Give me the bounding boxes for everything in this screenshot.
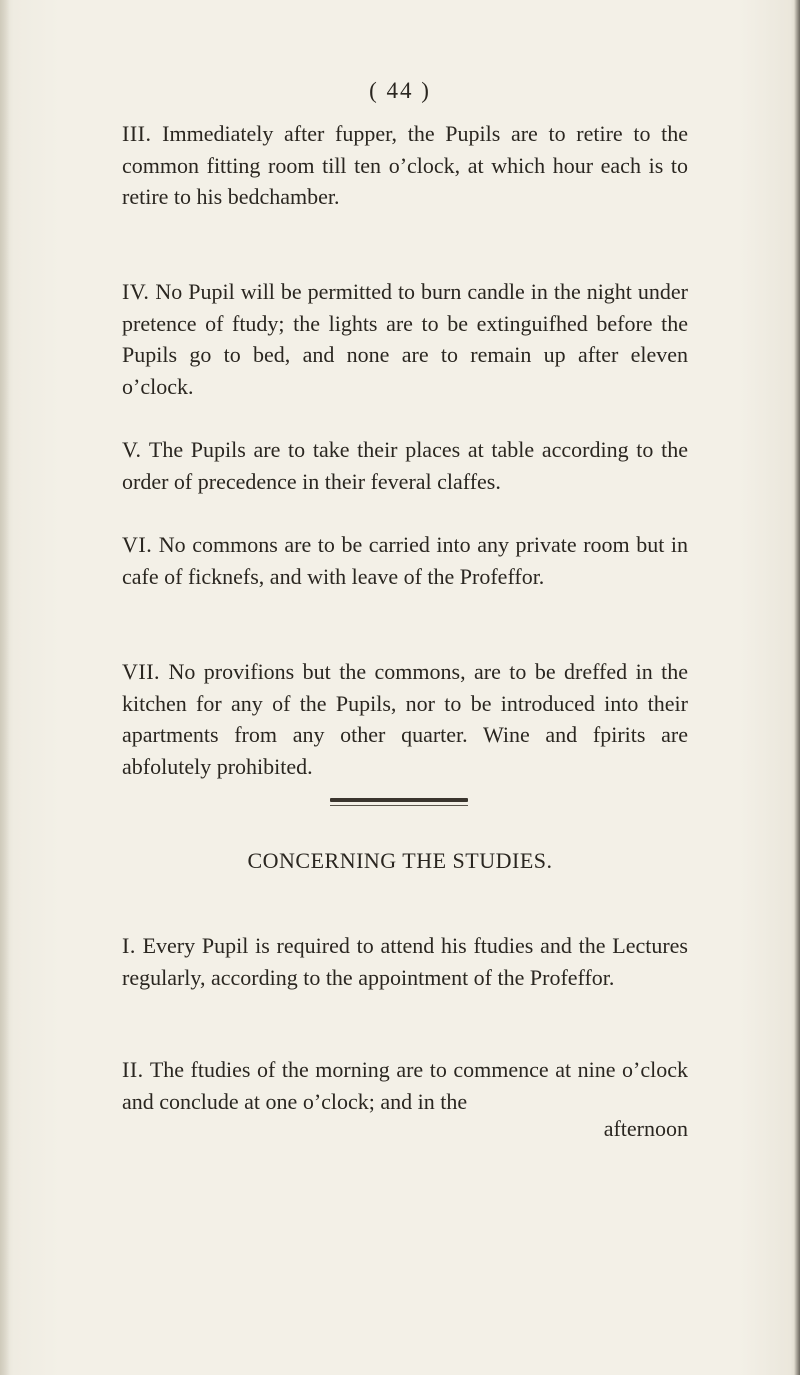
rule-paragraph-7 [122, 656, 688, 782]
divider-thin-line [330, 805, 468, 806]
section-divider [330, 798, 468, 806]
rule-paragraph-3 [122, 118, 688, 213]
section-heading: CONCERNING THE STUDIES. [247, 848, 553, 873]
rule-paragraph-5 [122, 434, 688, 497]
studies-paragraph-2 [122, 1054, 688, 1117]
rule-number: I. [122, 933, 136, 958]
page-left-shadow [0, 0, 10, 1375]
rule-number: VII. [122, 659, 161, 684]
rule-text: No commons are to be carried into any private room but in cafe of ficknefs, and with leave of the Profeffor. [122, 532, 689, 589]
rule-number: IV. [122, 279, 150, 304]
rule-text: Immediately after fupper, the Pupils are to retire to the common fitting room till ten o’clock, at which hour each is to retire to his bedchamber. [122, 121, 689, 209]
rule-text: No provifions but the commons, are to be dreffed in the kitchen for any of the Pupils, nor to be introduced into their apartments from any other quarter. Wine and fpirits are abfolutely prohibited. [122, 659, 689, 779]
rule-number: III. [122, 121, 152, 146]
catchword: afternoon [603, 1116, 688, 1141]
divider-thick-line [330, 798, 468, 802]
rule-text: The Pupils are to take their places at table according to the order of precedence in their feveral claffes. [122, 437, 688, 494]
page-number: ( 44 ) [369, 78, 431, 103]
page-right-edge [794, 0, 800, 1375]
rule-number: II. [122, 1057, 144, 1082]
rule-paragraph-4 [122, 276, 688, 402]
rule-paragraph-6 [122, 529, 688, 592]
rule-text: The ftudies of the morning are to commence at nine o’clock and conclude at one o’clock; and in the [122, 1057, 689, 1114]
rule-number: VI. [122, 532, 153, 557]
rule-number: V. [122, 437, 142, 462]
rule-text: Every Pupil is required to attend his ftudies and the Lectures regularly, according to the appointment of the Profeffor. [122, 933, 688, 990]
studies-paragraph-1 [122, 930, 688, 993]
rule-text: No Pupil will be permitted to burn candle in the night under pretence of ftudy; the lights are to be extinguifhed before the Pupils go to bed, and none are to remain up after eleven o’clock. [122, 279, 688, 399]
